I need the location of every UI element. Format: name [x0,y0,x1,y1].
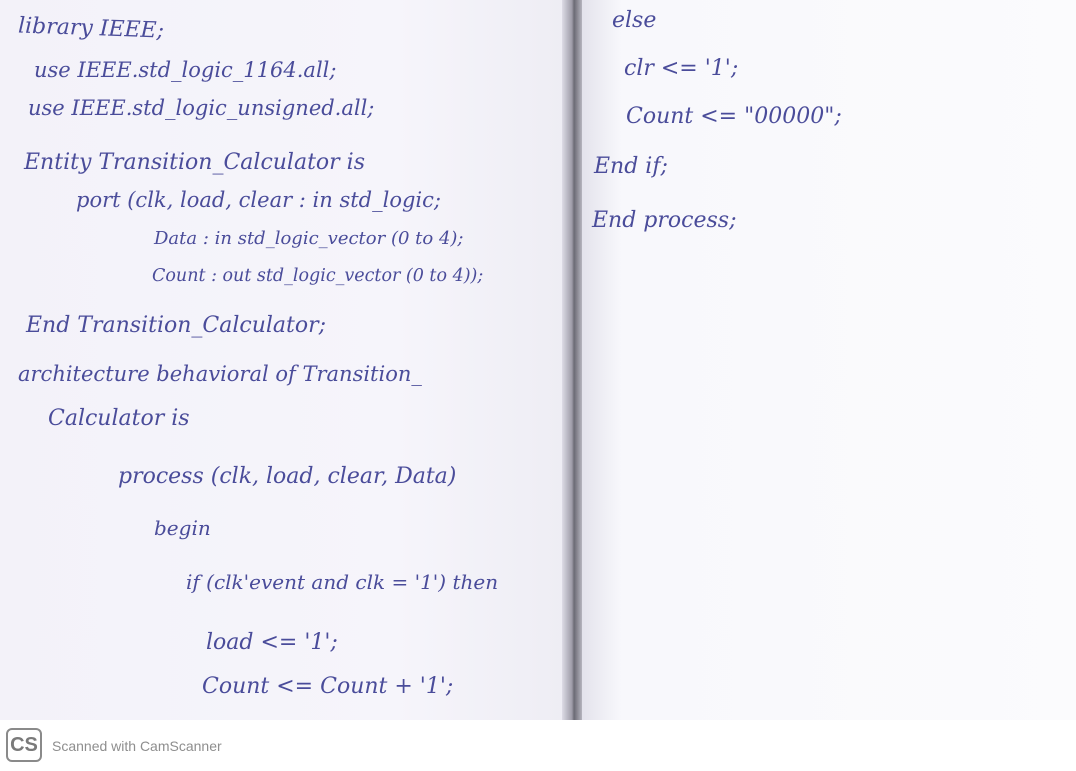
camscanner-logo-icon: CS [6,728,42,762]
code-line: load <= '1'; [206,630,338,655]
code-line: Count <= Count + '1'; [202,674,454,699]
code-line: if (clk'event and clk = '1') then [186,570,499,594]
code-line: else [612,8,657,33]
code-line: Count <= "00000"; [626,104,842,129]
code-line: use IEEE.std_logic_1164.all; [34,58,337,82]
right-page [582,0,1076,720]
notebook-spine [562,0,584,720]
code-line: library IEEE; [17,13,165,44]
code-line: End if; [594,154,668,179]
code-line: architecture behavioral of Transition_ [18,362,422,386]
code-line: Calculator is [48,406,190,431]
code-line: Entity Transition_Calculator is [24,150,366,175]
scanner-watermark: Scanned with CamScanner [52,738,222,754]
code-line: End process; [592,208,737,233]
code-line: begin [154,516,211,540]
code-line: port (clk, load, clear : in std_logic; [76,188,441,212]
code-line: Data : in std_logic_vector (0 to 4); [154,228,464,249]
left-page [0,0,566,720]
code-line: Count : out std_logic_vector (0 to 4)); [152,266,484,286]
code-line: use IEEE.std_logic_unsigned.all; [28,96,375,120]
code-line: clr <= '1'; [624,56,739,81]
code-line: process (clk, load, clear, Data) [118,464,457,489]
scanner-footer [0,720,1076,771]
code-line: End Transition_Calculator; [26,313,327,338]
